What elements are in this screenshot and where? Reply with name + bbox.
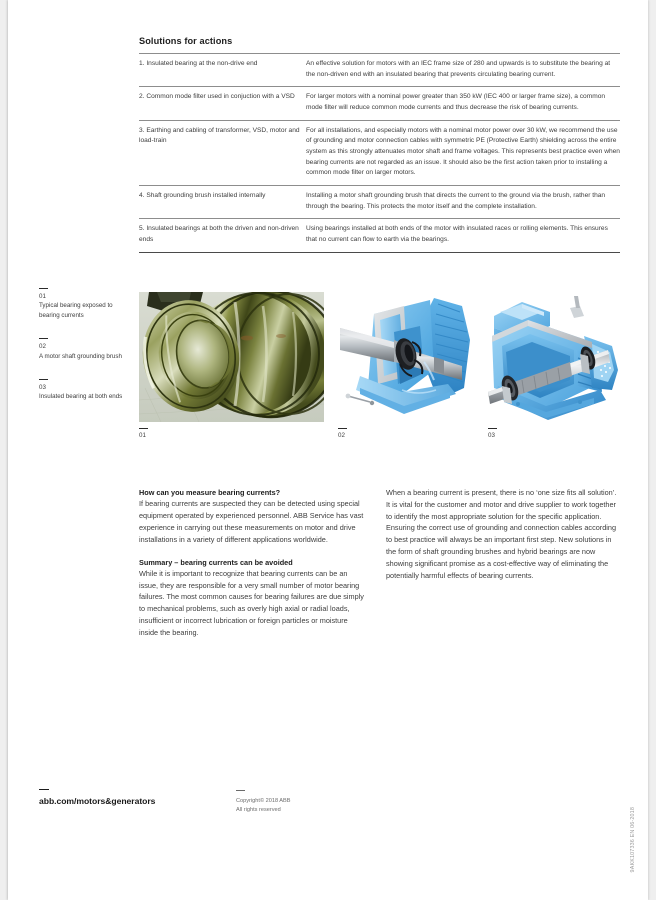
rule-divider-icon [39,288,48,289]
motor-cutaway-brush [338,292,472,422]
rule-divider-icon [139,428,148,429]
table-row [139,87,620,120]
page-footer [8,789,648,849]
footer-copyright-line2: All rights reserved [236,807,281,814]
figure-caption-03 [39,379,131,402]
figure-02 [338,292,472,439]
table-row [139,120,620,185]
figure-footer-number: 03 [488,432,495,439]
table-title: Solutions for actions [139,36,233,46]
figure-footer-number: 02 [338,432,345,439]
figure-caption-number: 02 [39,343,46,351]
rule-divider-icon [39,379,48,380]
figure-footer-02 [338,428,347,440]
rule-divider-icon [338,428,347,429]
rule-divider-icon [39,338,48,339]
figure-caption-text: Insulated bearing at both ends [39,393,123,401]
rule-divider-icon [488,428,497,429]
table-cell-description: An effective solution for motors with an IEC frame size of 280 and upwards is to substitute the bearing at the non-driven end with an insulated bearing that prevents circulating bearing current. [306,54,620,87]
rule-divider-icon [39,789,49,790]
table-cell-description: Installing a motor shaft grounding brush that directs the current to the ground via the brush, rather than through the bearing. This protects the motor itself and the complete installation. [306,186,620,219]
document-page [8,0,648,900]
figure-row [139,292,623,444]
solutions-table-block [139,36,620,253]
body-column-right [386,487,618,582]
table-cell-action: 3. Earthing and cabling of transformer, VSD, motor and load-train [139,120,306,185]
figure-caption-02 [39,338,131,361]
figure-caption-text: A motor shaft grounding brush [39,352,122,360]
table-cell-action: 2. Common mode filter used in conjuction with a VSD [139,87,306,120]
body-column-left [139,487,367,639]
footer-website-link[interactable]: abb.com/motors&generators [39,796,156,806]
table-cell-description: Using bearings installed at both ends of the motor with insulated races or rolling elements. This ensures that no current can flow to earth via the bearings. [306,219,620,252]
rule-divider-icon [236,790,245,791]
table-cell-action: 4. Shaft grounding brush installed internally [139,186,306,219]
footer-copyright-block [236,790,291,815]
figure-caption-number: 03 [39,383,46,391]
table-cell-description: For all installations, and especially motors with a nominal motor power over 30 kW, we recommend the use of grounding and motor connection cables with symmetric PE (Protective Earth) shielding across the entire system as this strongly attenuates motor shaft and frame voltages. This represents best practice even when bearing currents are not regarded as an issue. It should also be the first action taken prior to installing a common mode filter on larger motors. [306,120,620,185]
figure-caption-text: Typical bearing exposed to bearing currents [39,302,113,320]
figure-caption-rail [39,288,131,419]
table-cell-action: 5. Insulated bearings at both the driven and non-driven ends [139,219,306,252]
motor-cutaway-insulated [488,292,623,422]
body-heading-summary: Summary – bearing currents can be avoided [139,557,293,567]
table-cell-action: 1. Insulated bearing at the non-drive end [139,54,306,87]
body-paragraph-summary: While it is important to recognize that bearing currents can be an issue, they are responsible for a very small number of motor bearing failures. The most common causes for bearing failures are due simply to mechanical problems, such as overly high axial or radial loads, insufficient or incorrect lubrication or foreign particles or moisture inside the bearing. [139,568,364,637]
table-cell-description: For larger motors with a nominal power greater than 350 kW (IEC 400 or larger frame size), a common mode filter will reduce common mode currents and thus decrease the risk of bearing currents. [306,87,620,120]
bearing-photo [139,292,324,422]
body-paragraph-solution: When a bearing current is present, there is no ‘one size fits all solution’. It is vital for the customer and motor and drive supplier to work together to identify the most appropriate solution for the specific application. Ensuring the correct use of grounding and connection cables according to best practice will always be an important first step. New solutions in the form of shaft grounding brushes and hybrid bearings are now showing significant promise as a cost-effective way of eliminating the potentially harmful effects of bearing currents. [386,488,617,580]
figure-caption-01 [39,288,131,321]
figure-caption-number: 01 [39,293,46,300]
table-row [139,186,620,219]
body-heading-measure: How can you measure bearing currents? [139,488,281,497]
figure-footer-03 [488,428,497,440]
solutions-table [139,53,620,253]
figure-01 [139,292,324,439]
figure-footer-01 [139,428,148,440]
table-row [139,219,620,252]
footer-brand-block [39,789,155,806]
figure-03 [488,292,623,439]
paragraph-spacer [139,546,367,557]
figure-footer-number: 01 [139,432,146,439]
body-paragraph-measure: If bearing currents are suspected they can be detected using special equipment operated by experienced personnel. ABB Service has vast experience in carrying out these measurements on motor and drive installations in a variety of different applications worldwide. [139,499,364,544]
table-row [139,54,620,87]
document-reference-code: 9AKK107336 EN 06-2018 [630,806,636,872]
footer-copyright-line1: Copyright© 2018 ABB [236,798,291,804]
